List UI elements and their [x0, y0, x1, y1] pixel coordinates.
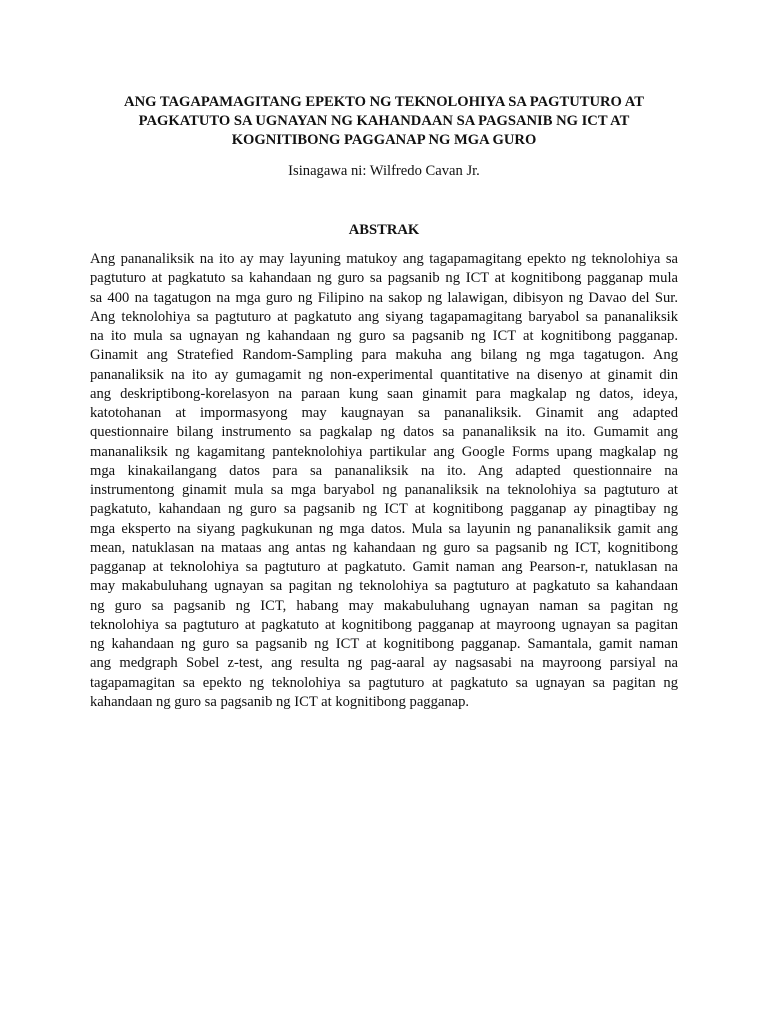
abstract-line: mean, natuklasan na mataas ang antas ng kahandaan ng guro sa pagsanib ng ICT, kognitibong — [90, 539, 678, 556]
abstract-line: instrumentong ginamit mula sa mga baryabol ng pananaliksik na teknolohiya sa pagtuturo at — [90, 482, 678, 498]
abstract-line: pananaliksik na ito ay gumagamit ng non-experimental quantitative na disenyo at ginamit din — [90, 366, 678, 383]
abstract-line: katotohanan at impormasyong may kaugnayan sa pananaliksik. Ginamit ang adapted — [90, 405, 678, 421]
abstract-line: Ang teknolohiya sa pagtuturo at pagkatuto ang siyang tagapamagitang baryabol sa pananaliksik — [90, 308, 678, 325]
abstract-line: ng guro sa pagsanib ng ICT, habang may makabuluhang ugnayan naman sa pagitan ng — [90, 597, 678, 614]
title-line: KOGNITIBONG PAGGANAP NG MGA GURO — [231, 132, 537, 148]
abstract-line: kahandaan ng guro sa pagsanib ng ICT at kognitibong pagganap. — [90, 693, 470, 710]
abstract-line: pagganap at teknolohiya sa pagtuturo at pagkatuto. Gamit naman ang Pearson-r, natuklasan na — [90, 559, 678, 575]
abstract-body — [90, 250, 678, 712]
title-line: PAGKATUTO SA UGNAYAN NG KAHANDAAN SA PAGSANIB NG ICT AT — [138, 113, 630, 129]
paper-title — [80, 93, 688, 150]
abstract-line: ang deskriptibong-korelasyon na paraan kung saan ginamit para magkalap ng datos, ideya, — [90, 385, 678, 402]
abstract-line: sa 400 na tagatugon na mga guro ng Filipino na sakop ng lalawigan, dibisyon ng Davao del Sur. — [90, 289, 678, 306]
abstract-line: na ito mula sa ugnayan ng kahandaan ng guro sa pagsanib ng ICT at kognitibong pagganap. — [90, 328, 678, 344]
abstract-line: Ang pananaliksik na ito ay may layuning matukoy ang tagapamagitang epekto ng teknolohiya sa — [90, 251, 678, 267]
abstract-line: Ginamit ang Stratefied Random-Sampling para makuha ang bilang ng mga tagatugon. Ang — [90, 347, 678, 364]
abstract-line: mga eksperto na siyang pagkukunan ng mga datos. Mula sa layunin ng pananaliksik gamit ang — [90, 520, 678, 537]
abstract-line: teknolohiya sa pagtuturo at pagkatuto at kognitibong pagganap at mayroong ugnayan sa pagitan — [90, 616, 678, 633]
abstract-line: questionnaire bilang instrumento sa pagkalap ng datos sa pananaliksik na ito. Gumamit ang — [90, 424, 678, 441]
abstract-line: mga kinakailangang datos para sa pananaliksik na ito. Ang adapted questionnaire na — [90, 462, 678, 479]
author-line: Isinagawa ni: Wilfredo Cavan Jr. — [288, 163, 480, 179]
abstract-line: tagapamagitan sa epekto ng teknolohiya sa pagtuturo at pagkatuto sa ugnayan sa pagitan ng — [90, 674, 678, 691]
abstract-line: mananaliksik ng kagamitang panteknolohiya partikular ang Google Forms upang magkalap ng — [90, 443, 678, 460]
abstract-line: ang medgraph Sobel z-test, ang resulta ng pag-aaral ay nagsasabi na mayroong parsiyal na — [90, 655, 678, 672]
abstract-line: pagtuturo at pagkatuto sa kahandaan ng guro sa pagsanib ng ICT at kognitibong pagganap mula — [90, 270, 678, 287]
section-heading: ABSTRAK — [348, 222, 420, 238]
abstract-line: ng kahandaan ng guro sa pagsanib ng ICT at kognitibong pagganap. Samantala, gamit naman — [90, 636, 678, 652]
abstract-line: may makabuluhang ugnayan sa pagitan ng teknolohiya sa pagtuturo at pagkatuto sa kahandaan — [90, 578, 678, 595]
title-line: ANG TAGAPAMAGITANG EPEKTO NG TEKNOLOHIYA SA PAGTUTURO AT — [124, 94, 644, 110]
abstract-line: pagkatuto, kahandaan ng guro sa pagsanib ng ICT at kognitibong pagganap ay pinagtibay ng — [90, 501, 678, 518]
